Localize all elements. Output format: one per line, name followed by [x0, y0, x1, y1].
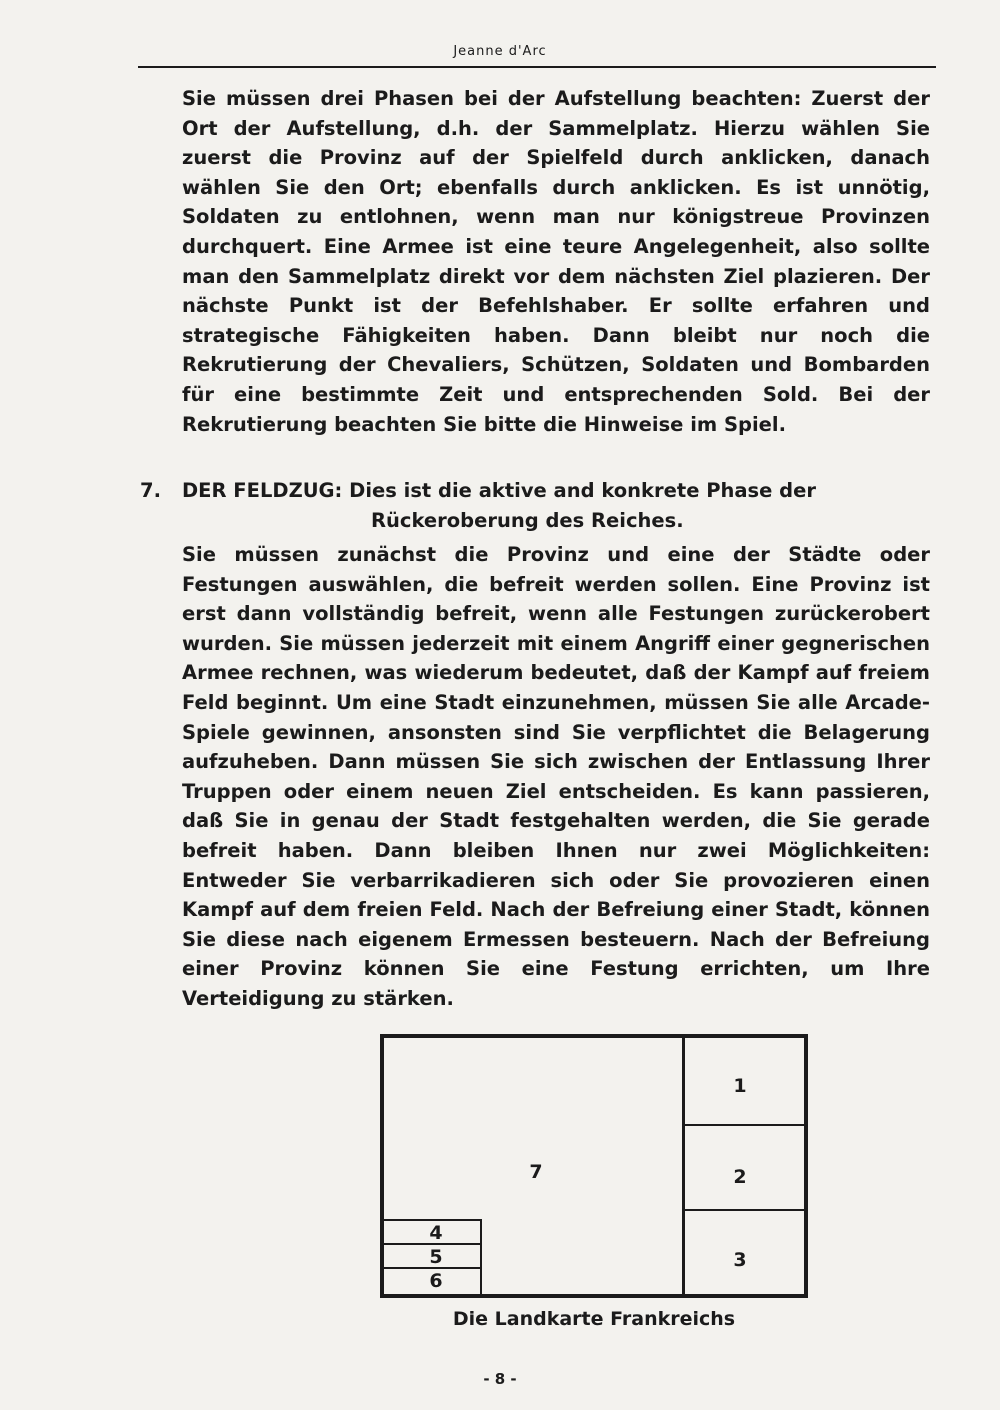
section-number: 7.	[140, 479, 161, 502]
map-divider-1-2	[682, 1124, 804, 1126]
map-small-box-top	[384, 1219, 482, 1221]
region-label-7: 7	[529, 1161, 543, 1183]
region-label-4: 4	[429, 1222, 443, 1244]
page-number: - 8 -	[483, 1370, 517, 1388]
france-map-diagram	[380, 1034, 808, 1298]
region-label-3: 3	[733, 1249, 747, 1271]
header-rule	[138, 66, 936, 68]
section-title: DER FELDZUG:	[182, 479, 343, 502]
map-caption: Die Landkarte Frankreichs	[452, 1308, 736, 1330]
paragraph-feldzug: Sie müssen zunächst die Provinz und eine der Städte oder Festungen auswählen, die befreit werden sollen. Eine Provinz ist erst dann vollständig befreit, wenn alle Festungen zurückerobert wurden. Sie müssen jederzeit mit einem Angriff einer gegnerischen Armee rechnen, was wiederum bedeutet, daß der Kampf auf freiem Feld beginnt. Um eine Stadt einzunehmen, müssen Sie alle Arcade-Spiele gewinnen, ansonsten sind Sie verpflichtet die Belagerung aufzuheben. Dann müssen Sie sich zwischen der Entlassung Ihrer Truppen oder einem neuen Ziel entscheiden. Es kann passieren, daß Sie in genau der Stadt festgehalten werden, die Sie gerade befreit haben. Dann bleiben Ihnen nur zwei Möglichkeiten: Entweder Sie verbarrikadieren sich oder Sie provozieren einen Kampf auf dem freien Feld. Nach der Befreiung einer Stadt, können Sie diese nach eigenem Ermessen besteuern. Nach der Befreiung einer Provinz können Sie eine Festung errichten, um Ihre Verteidigung zu stärken.	[182, 543, 930, 1010]
region-label-5: 5	[429, 1246, 443, 1268]
running-header: Jeanne d'Arc	[453, 44, 547, 59]
section-intro-line-1: Dies ist die aktive and konkrete Phase der	[349, 479, 816, 502]
region-label-2: 2	[733, 1166, 747, 1188]
map-divider-vertical	[682, 1038, 685, 1294]
paragraph-aufstellung: Sie müssen drei Phasen bei der Aufstellung beachten: Zuerst der Ort der Aufstellung, d.h. der Sammelplatz. Hierzu wählen Sie zuerst die Provinz auf der Spielfeld durch anklicken, danach wählen Sie den Ort; ebenfalls durch anklicken. Es ist unnötig, Soldaten zu entlohnen, wenn man nur königstreue Provinzen durchquert. Eine Armee ist eine teure Angelegenheit, also sollte man den Sammelplatz direkt vor dem nächsten Ziel plazieren. Der nächste Punkt ist der Befehlshaber. Er sollte erfahren und strategische Fähigkeiten haben. Dann bleibt nur noch die Rekrutierung der Chevaliers, Schützen, Soldaten und Bombarden für eine bestimmte Zeit und entsprechenden Sold. Bei der Rekrutierung beachten Sie bitte die Hinweise im Spiel.	[182, 87, 930, 436]
region-label-6: 6	[429, 1270, 443, 1292]
section-intro-line-2: Rückeroberung des Reiches.	[371, 509, 684, 532]
region-label-1: 1	[733, 1075, 747, 1097]
map-small-box-edge	[480, 1219, 482, 1294]
map-divider-2-3	[682, 1209, 804, 1211]
